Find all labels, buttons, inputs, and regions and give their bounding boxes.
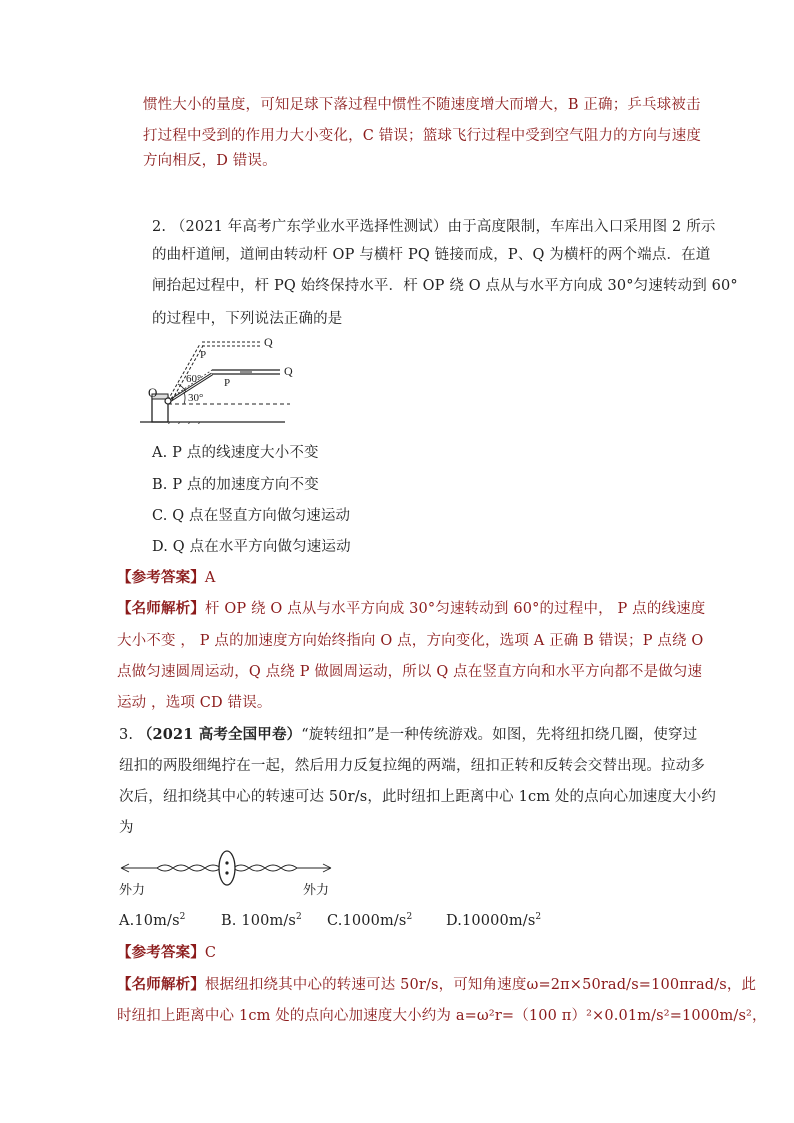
label-left-force: 外力	[119, 883, 146, 898]
q2-option-d: D. Q 点在水平方向做匀速运动	[152, 539, 351, 555]
q3-analysis-label: 【名师解析】	[117, 976, 205, 993]
q2-analysis-line-2: 大小不变 ， P 点的加速度方向始终指向 O 点，方向变化，选项 A 正确 B 错误；P 点绕 O	[117, 633, 704, 649]
q2-stem-line-2: 的曲杆道闸，道闸由转动杆 OP 与横杆 PQ 链接而成，P、Q 为横杆的两个端点．在道	[152, 247, 711, 263]
q3-option-b: B. $100m/s^2$	[221, 912, 302, 929]
q2-answer-value: A	[204, 570, 216, 586]
q2-answer-label: 【参考答案】	[117, 569, 205, 586]
q3-stem-line-1: 3. （2021 高考全国甲卷）“旋转纽扣”是一种传统游戏。如图，先将纽扣绕几圈，使穿过	[119, 726, 698, 743]
q3-analysis-line-2: 时纽扣上距离中心 1cm 处的点向心加速度大小约为 a=ω²r=（100 π）²×0.01m/s²=1000m/s²，	[117, 1008, 767, 1024]
q2-option-b: B. P 点的加速度方向不变	[152, 477, 319, 493]
q2-option-c: C. Q 点在竖直方向做匀速运动	[152, 508, 351, 524]
prev-explanation-line-3: 方向相反，D 错误。	[143, 153, 277, 169]
q3-stem-line-4: 为	[119, 820, 134, 836]
label-angle-60: 60°	[186, 373, 202, 385]
q3-analysis-line-1: 【名师解析】根据纽扣绕其中心的转速可达 50r/s，可知角速度ω=2π×50rad/s=100πrad/s，此	[117, 976, 757, 993]
q2-option-a: A. P 点的线速度大小不变	[152, 445, 319, 461]
label-q-top: Q	[264, 335, 273, 349]
q3-option-c: $C.1000m/s^2$	[327, 912, 413, 929]
pivot-o	[165, 398, 171, 404]
button-hole-bottom	[225, 871, 228, 874]
q3-answer	[117, 943, 216, 963]
q3-answer-label: 【参考答案】	[117, 944, 205, 961]
q3-number: 3.	[119, 727, 134, 743]
label-p-top: P	[200, 349, 207, 361]
q2-answer	[117, 568, 216, 588]
q3-option-a: $A.10m/s^2$	[119, 912, 186, 929]
q3-source: （2021 高考全国甲卷）	[137, 726, 302, 743]
q2-analysis-line-3: 点做匀速圆周运动，Q 点绕 P 做圆周运动，所以 Q 点在竖直方向和水平方向都不是做匀速	[117, 664, 703, 680]
q2-stem-line-1: 2. （2021 年高考广东学业水平选择性测试）由于高度限制，车库出入口采用图 2 所示	[152, 219, 716, 235]
label-o: O	[148, 385, 158, 400]
label-q-bottom: Q	[284, 364, 293, 378]
q3-answer-value: C	[204, 945, 217, 961]
q2-gate-figure	[140, 334, 310, 424]
q2-analysis-line-4: 运动 ，选项 CD 错误。	[117, 695, 272, 711]
q2-stem-line-3: 闸抬起过程中，杆 PQ 始终保持水平．杆 OP 绕 O 点从与水平方向成 30°匀速转动到 60°	[152, 278, 738, 294]
button-disc	[219, 851, 235, 885]
q3-stem-line-3: 次后，纽扣绕其中心的转速可达 50r/s，此时纽扣上距离中心 1cm 处的点向心加速度大小约	[119, 789, 717, 805]
label-angle-30: 30°	[188, 392, 204, 404]
q2-analysis-line-1: 【名师解析】杆 OP 绕 O 点从与水平方向成 30°匀速转动到 60°的过程中， P 点的线速度	[117, 600, 706, 617]
button-hole-top	[225, 861, 228, 864]
q2-stem-line-4: 的过程中，下列说法正确的是	[152, 311, 343, 327]
label-p-bottom: P	[224, 377, 231, 389]
q3-option-d: $D.10000m/s^2$	[446, 912, 542, 929]
q2-analysis-label: 【名师解析】	[117, 600, 205, 617]
prev-explanation-line-2: 打过程中受到的作用力大小变化，C 错误；篮球飞行过程中受到空气阻力的方向与速度	[143, 128, 702, 144]
label-right-force: 外力	[303, 883, 330, 898]
q3-button-figure	[117, 848, 357, 900]
q3-stem-line-2: 纽扣的两股细绳拧在一起，然后用力反复拉绳的两端，纽扣正转和反转会交替出现。拉动多	[119, 758, 705, 774]
prev-explanation-line-1: 惯性大小的量度，可知足球下落过程中惯性不随速度增大而增大，B 正确；乒乓球被击	[143, 97, 701, 113]
